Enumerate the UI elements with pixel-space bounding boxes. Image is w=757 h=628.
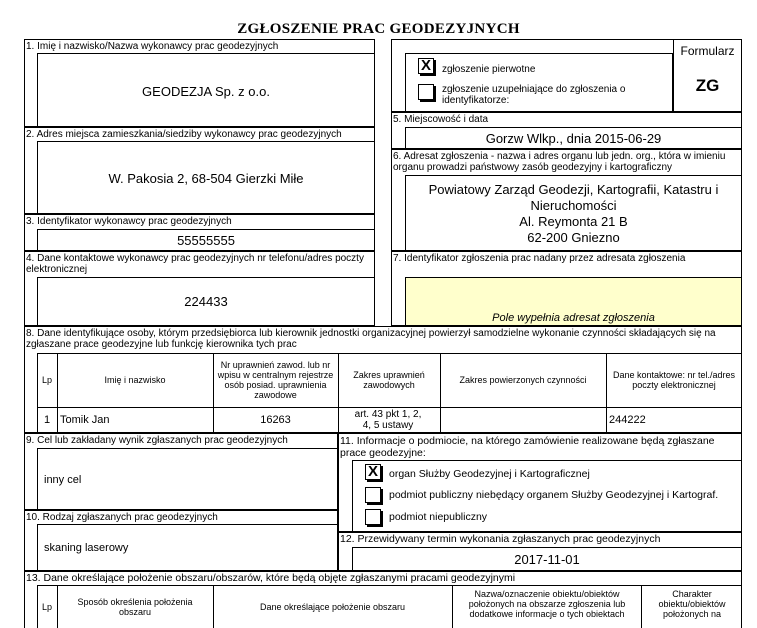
area-header-lp: Lp (41, 602, 52, 612)
purpose-value: inny cel (44, 474, 82, 486)
header-license-number: Nr uprawnień zawod. lub nr wpisu w centralnym rejestrze osób posiad. uprawnienia zawodowe (217, 360, 334, 400)
section-12-label: 12. Przewidywany termin wykonania zgłaszanych prac geodezyjnych (340, 533, 661, 545)
addressee-line-4: 62-200 Gniezno (527, 230, 620, 245)
header-contact: Dane kontaktowe: nr tel./adres poczty elektronicznej (612, 370, 736, 390)
col-divider (452, 585, 453, 628)
addressee-line-1: Powiatowy Zarząd Geodezji, Kartografii, Katastru i (428, 182, 719, 197)
supplementary-submission-label: zgłoszenie uzupełniające do zgłoszenia o identyfikatorze: (442, 84, 626, 106)
header-tasks: Zakres powierzonych czynności (459, 375, 587, 385)
row-tasks[interactable] (442, 407, 604, 433)
owner-address-value: W. Pakosia 2, 68-504 Gierzki Miłe (108, 171, 304, 186)
header-name: Imię i nazwisko (104, 375, 166, 385)
client-option-1-checkbox[interactable]: X (365, 464, 381, 480)
addressee-id-placeholder: Pole wypełnia adresat zgłoszenia (492, 312, 655, 324)
col-divider (213, 585, 214, 628)
form-label: Formularz (680, 44, 735, 58)
area-header-method: Sposób określenia położenia obszaru (77, 597, 193, 617)
col-divider (606, 353, 607, 433)
purpose-field[interactable] (37, 448, 338, 510)
addressee-line-3: Al. Reymonta 21 B (519, 214, 628, 229)
owner-name-value: GEODEZJA Sp. z o.o. (142, 84, 270, 99)
client-option-3-checkbox[interactable] (365, 509, 381, 525)
col-divider (57, 585, 58, 628)
first-submission-label: zgłoszenie pierwotne (442, 64, 536, 75)
section-2-label: 2. Adres miejsca zamieszkania/siedziby wykonawcy prac geodezyjnych (26, 129, 342, 140)
header-license-scope: Zakres uprawnień zawodowych (353, 370, 425, 390)
form-title: ZGŁOSZENIE PRAC GEODEZYJNYCH (237, 21, 520, 37)
owner-contact-value: 224433 (184, 294, 228, 309)
section-6-label: 6. Adresat zgłoszenia - nazwa i adres organu lub jedn. org., która w imieniu organu prowadzi państwowy zasób geodezyjny i kartograficzny (393, 151, 726, 173)
row-license-number[interactable]: 16263 (260, 413, 291, 426)
area-header-location-data: Dane określające położenie obszaru (259, 602, 406, 612)
row-name[interactable]: Tomik Jan (60, 413, 110, 426)
area-header-object-character: Charakter obiektu/obiektów położonych na (658, 589, 726, 619)
section-1-label: 1. Imię i nazwisko/Nazwa wykonawcy prac geodezyjnych (26, 41, 279, 52)
client-option-1-label: organ Służby Geodezyjnej i Kartograficznej (389, 468, 590, 480)
row-lp: 1 (43, 413, 51, 426)
client-option-3-label: podmiot niepubliczny (389, 511, 488, 523)
section-13-label: 13. Dane określające położenie obszaru/obszarów, które będą objęte zgłaszanymi pracami geodezyjnymi (26, 572, 516, 584)
client-option-2-label: podmiot publiczny niebędący organem Służby Geodezyjnej i Kartograf. (389, 489, 719, 501)
supplementary-submission-checkbox[interactable] (418, 84, 434, 100)
section-5-label: 5. Miejscowość i data (393, 114, 489, 125)
section-10-label: 10. Rodzaj zgłaszanych prac geodezyjnych (26, 512, 218, 523)
row-contact[interactable]: 244222 (609, 413, 646, 426)
section-11-label: 11. Informacje o podmiocie, na którego zamówienie realizowane będą zgłaszane prace geodezyjne: (340, 435, 715, 459)
client-option-2-checkbox[interactable] (365, 487, 381, 503)
section-7-label: 7. Identyfikator zgłoszenia prac nadany przez adresata zgłoszenia (393, 253, 686, 264)
section-9-label: 9. Cel lub zakładany wynik zgłaszanych prac geodezyjnych (26, 435, 288, 446)
place-date-value: Gorzw Wlkp., dnia 2015-06-29 (485, 131, 662, 146)
header-lp: Lp (41, 375, 52, 385)
first-submission-checkbox[interactable]: X (418, 58, 434, 74)
col-divider (641, 585, 642, 628)
section-3-label: 3. Identyfikator wykonawcy prac geodezyjnych (26, 216, 232, 227)
area-header-objects: Nazwa/oznaczenie obiektu/obiektów położonych na obszarze zgłoszenia lub dodatkowe informacje o tych obiektach (468, 589, 626, 619)
row-license-scope[interactable]: art. 43 pkt 1, 2, 4, 5 ustawy (354, 409, 422, 431)
col-divider (440, 353, 441, 433)
section-4-label: 4. Dane kontaktowe wykonawcy prac geodezyjnych nr telefonu/adres poczty elektronicznej (26, 253, 364, 275)
addressee-line-2: Nieruchomości (530, 198, 617, 213)
owner-id-value: 55555555 (177, 233, 235, 248)
work-type-value: skaning laserowy (44, 542, 129, 554)
section-8-label: 8. Dane identyfikujące osoby, którym przedsiębiorca lub kierownik jednostki organizacyjnej powierzył samodzielne wykonanie czynności składających się na zgłaszane prace geodezyjne lub funkcję kierownika tych prac (26, 328, 716, 350)
deadline-value: 2017-11-01 (514, 552, 580, 567)
form-code: ZG (695, 76, 720, 95)
col-divider (338, 353, 339, 433)
